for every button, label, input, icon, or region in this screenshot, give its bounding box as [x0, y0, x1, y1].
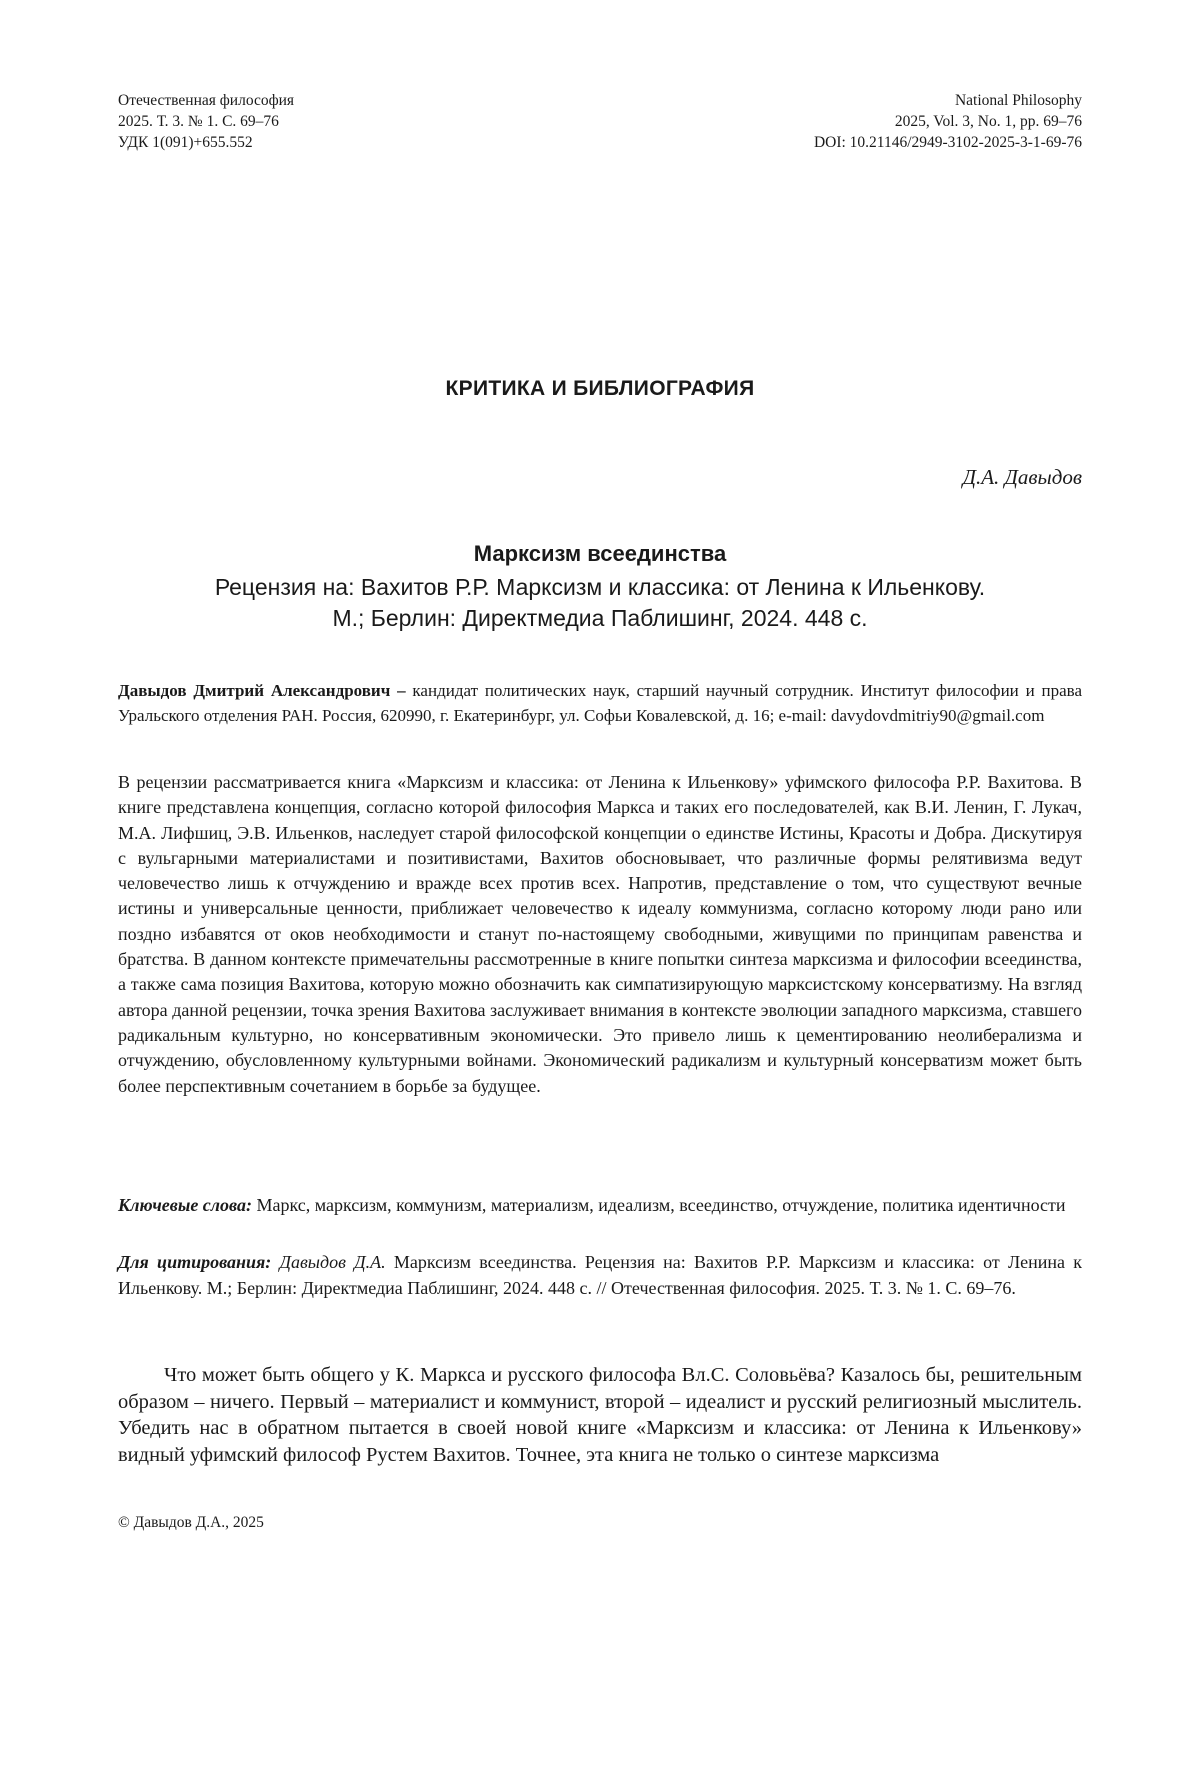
citation-label: Для цитирования: [118, 1252, 272, 1272]
citation-text: Марксизм всеединства. Рецензия на: Вахитов Р.Р. Марксизм и классика: от Ленина к Ильенкову. М.; Берлин: Директмедиа Паблишинг, 2024. 448 с. // Отечественная философия. 2025. Т. 3. № 1. С. 69–76. [118, 1252, 1082, 1298]
copyright: © Давыдов Д.А., 2025 [118, 1514, 264, 1531]
journal-name-en: National Philosophy [954, 92, 1082, 109]
section-title: КРИТИКА И БИБЛИОГРАФИЯ [445, 377, 755, 400]
journal-name-ru: Отечественная философия [118, 92, 295, 109]
keywords-label: Ключевые слова: [118, 1195, 252, 1215]
header-right [814, 90, 1082, 153]
abstract: В рецензии рассматривается книга «Марксизм и классика: от Ленина к Ильенкову» уфимского философа Р.Р. Вахитова. В книге представлена концепция, согласно которой философия Маркса и таких его последователей, как В.И. Ленин, Г. Лукач, М.А. Лифшиц, Э.В. Ильенков, наследует старой философской концепции о единстве Истины, Красоты и Добра. Дискутируя с вульгарными материалистами и позитивистами, Вахитов обосновывает, что различные формы релятивизма ведут человечество лишь к отчуждению и вражде всех против всех. Напротив, представление о том, что существуют вечные истины и универсальные ценности, приближает человечество к идеалу коммунизма, согласно которому люди рано или поздно избавятся от оков необходимости и станут по-настоящему свободными, живущими по принципам равенства и братства. В данном контексте примечательны рассмотренные в книге попытки синтеза марксизма и философии всеединства, а также сама позиция Вахитова, которую можно обозначить как симпатизирующую марксистскому консерватизму. На взгляд автора данной рецензии, точка зрения Вахитова заслуживает внимания в контексте эволюции западного марксизма, ставшего радикальным культурно, но консервативным экономически. Это привело лишь к цементированию неолиберализма и отчуждению, обусловленному культурными войнами. Экономический радикализм и культурный консерватизм может быть более перспективным сочетанием в борьбе за будущее. [118, 772, 1082, 1096]
title-main: Марксизм всеединства [473, 541, 727, 566]
header-left [118, 90, 294, 153]
page [118, 90, 1082, 1531]
author-name: Д.А. Давыдов [962, 465, 1082, 489]
author-affiliation [118, 678, 1082, 728]
title-sub-line-2: М.; Берлин: Директмедиа Паблишинг, 2024. 448 с. [332, 605, 868, 631]
title-sub-line-1: Рецензия на: Вахитов Р.Р. Марксизм и классика: от Ленина к Ильенкову. [214, 574, 986, 600]
affiliation-name: Давыдов Дмитрий Александрович – [118, 681, 406, 700]
running-header [118, 90, 1082, 153]
issue-info-ru: 2025. Т. 3. № 1. С. 69–76 [118, 113, 279, 130]
citation [118, 1250, 1082, 1301]
doi: DOI: 10.21146/2949-3102-2025-3-1-69-76 [813, 134, 1082, 151]
udc-code: УДК 1(091)+655.552 [118, 134, 253, 151]
issue-info-en: 2025, Vol. 3, No. 1, pp. 69–76 [894, 113, 1082, 130]
body-paragraph: Что может быть общего у К. Маркса и русского философа Вл.С. Соловьёва? Казалось бы, решительным образом – ничего. Первый – материалист и коммунист, второй – идеалист и русский религиозный мыслитель. Убедить нас в обратном пытается в своей новой книге «Марксизм и классика: от Ленина к Ильенкову» видный уфимский философ Рустем Вахитов. Точнее, эта книга не только о синтезе марксизма [118, 1364, 1082, 1466]
citation-author: Давыдов Д.А. [271, 1252, 386, 1272]
affiliation-details: кандидат политических наук, старший научный сотрудник. Институт философии и права Уральского отделения РАН. Россия, 620990, г. Екатеринбург, ул. Софьи Ковалевской, д. 16; e-mail: davydovdmitriy90@gmail.com [118, 681, 1082, 725]
article-title [118, 538, 1082, 634]
keywords-text: Маркс, марксизм, коммунизм, материализм, идеализм, всеединство, отчуждение, политика идентичности [251, 1195, 1066, 1215]
keywords [118, 1193, 1082, 1218]
